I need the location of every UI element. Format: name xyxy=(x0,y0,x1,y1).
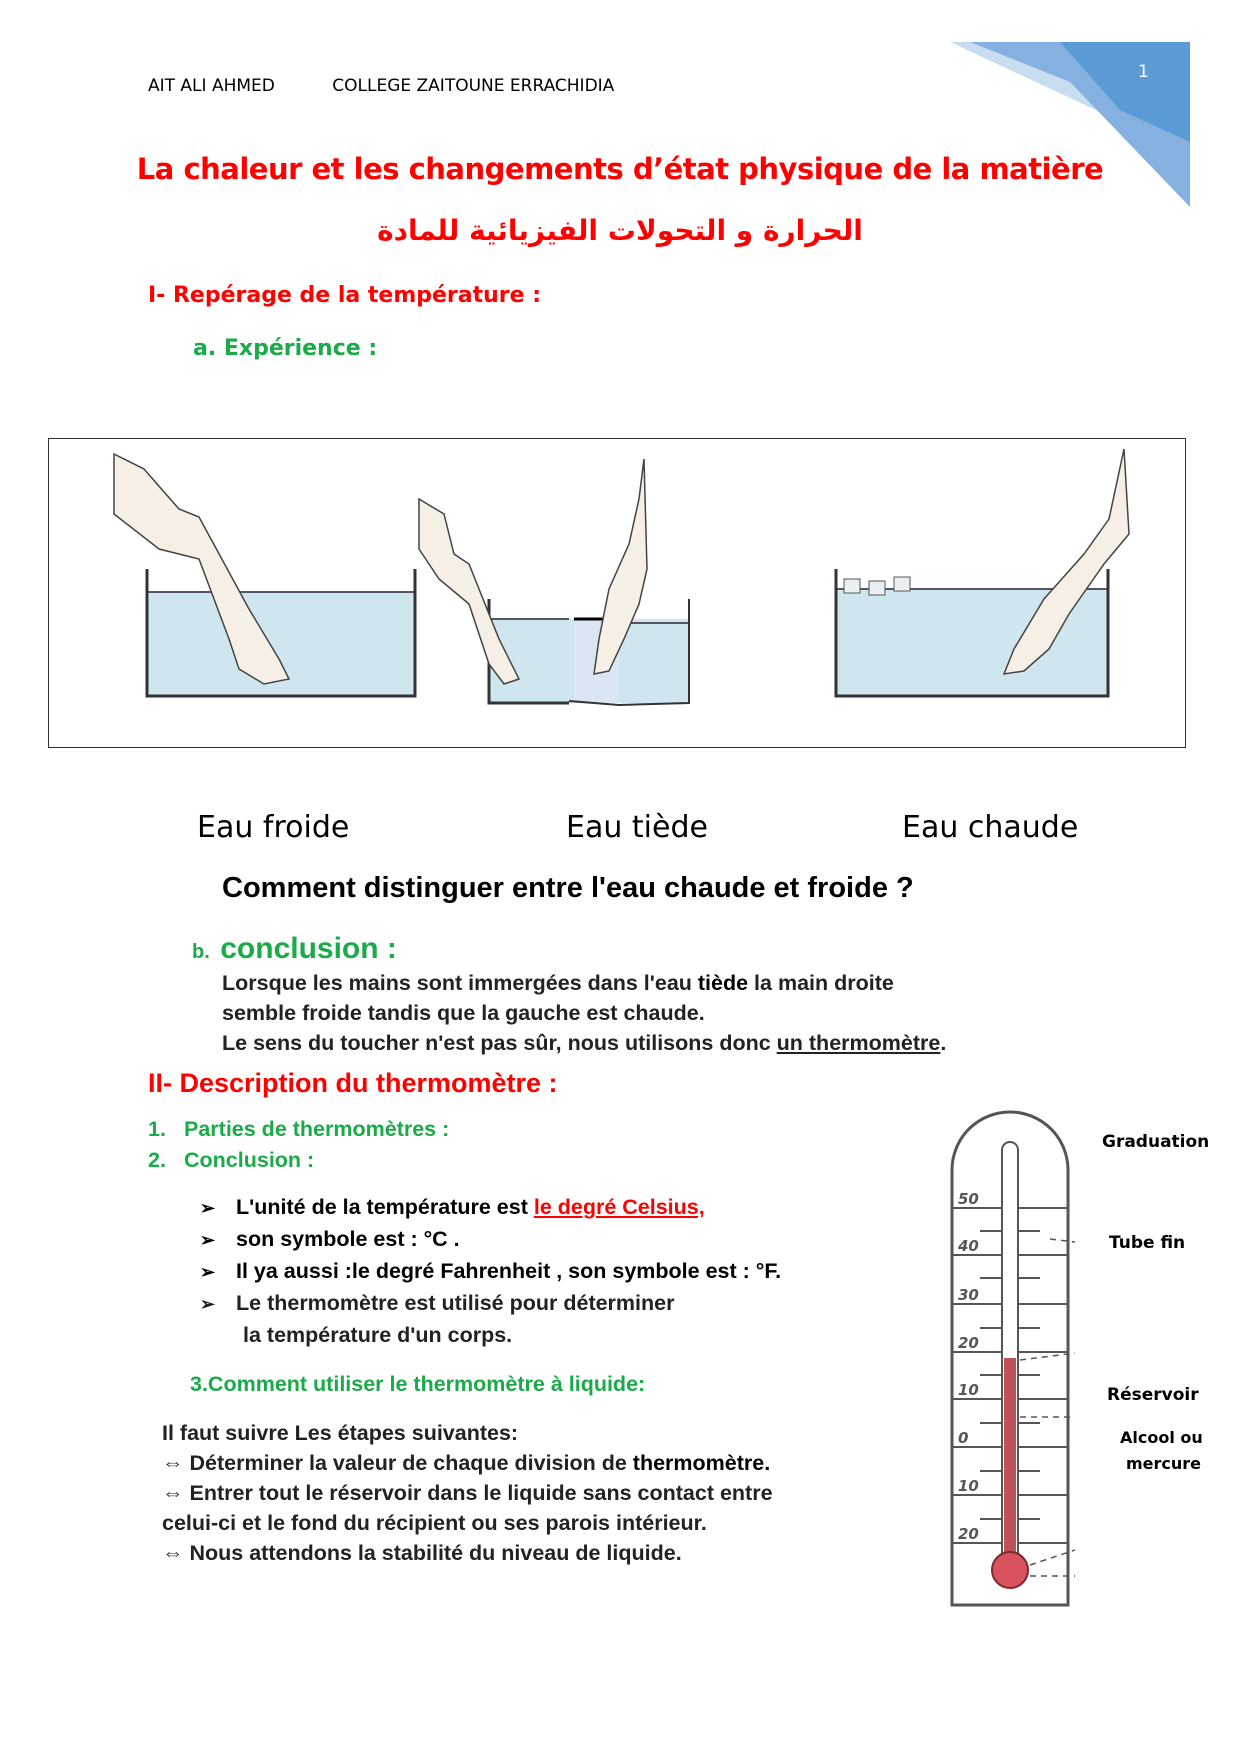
svg-text:50: 50 xyxy=(958,1190,979,1208)
svg-text:10: 10 xyxy=(958,1477,979,1495)
conclusion-paragraph xyxy=(222,968,946,1058)
page-title: La chaleur et les changements d’état physique de la matière xyxy=(136,152,1104,186)
arrow-bullet-icon: ➢ xyxy=(200,1230,216,1250)
bullet-continuation: la température d'un corps. xyxy=(243,1323,513,1347)
section-heading-1: I- Repérage de la température : xyxy=(148,283,542,308)
bullet-item: ➢ Le thermomètre est utilisé pour déterminer xyxy=(200,1288,781,1320)
subheading-item: 1. Parties de thermomètres : xyxy=(148,1117,450,1141)
cold-water-bucket xyxy=(114,454,415,696)
svg-text:20: 20 xyxy=(958,1525,979,1543)
svg-text:40: 40 xyxy=(958,1237,979,1255)
experiment-figure xyxy=(48,438,1186,748)
steps-list xyxy=(162,1418,773,1568)
page-title-arabic: الحرارة و التحولات الفيزيائية للمادة xyxy=(377,214,863,247)
conclusion-text: Le sens du toucher n'est pas sûr, nous utilisons donc xyxy=(222,1031,777,1055)
subheading-item: 2. Conclusion : xyxy=(148,1148,315,1172)
bullet-item: ➢ son symbole est : °C . xyxy=(200,1224,781,1256)
svg-text:20: 20 xyxy=(958,1334,979,1352)
subheading-how-to-use: 3.Comment utiliser le thermomètre à liquide: xyxy=(190,1372,646,1396)
hands-in-water-illustration xyxy=(49,439,1185,747)
label-tube: Tube fin xyxy=(1109,1233,1186,1253)
thermometer-diagram xyxy=(940,1100,1080,1610)
double-arrow-icon: ⇔ xyxy=(162,1541,184,1565)
steps-intro: Il faut suivre Les étapes suivantes: xyxy=(162,1421,519,1445)
bullet-item: ➢ Il ya aussi :le degré Fahrenheit , son symbole est : °F. xyxy=(200,1256,781,1288)
step-item: ⇔ Entrer tout le réservoir dans le liquide sans contact entre xyxy=(162,1481,773,1505)
numbered-subheadings xyxy=(148,1114,449,1176)
author-name: AIT ALI AHMED xyxy=(148,76,275,96)
conclusion-text: Lorsque les mains sont immergées dans l'eau xyxy=(222,971,698,995)
svg-text:0: 0 xyxy=(958,1429,969,1447)
label-liquid-line2: mercure xyxy=(1126,1454,1202,1473)
bullet-list xyxy=(200,1192,781,1351)
step-item: ⇔ Déterminer la valeur de chaque division de thermomètre. xyxy=(162,1451,771,1475)
svg-text:30: 30 xyxy=(958,1286,979,1304)
arrow-bullet-icon: ➢ xyxy=(200,1262,216,1282)
subheading-text: conclusion : xyxy=(220,932,397,965)
arrow-bullet-icon: ➢ xyxy=(200,1294,216,1314)
label-liquid-line1: Alcool ou xyxy=(1120,1428,1203,1447)
subheading-experience: a. Expérience : xyxy=(193,336,378,361)
svg-text:10: 10 xyxy=(958,1381,979,1399)
page-number: 1 xyxy=(1138,62,1149,82)
page-header xyxy=(148,76,666,96)
question-text: Comment distinguer entre l'eau chaude et froide ? xyxy=(222,872,914,904)
conclusion-underlined: un thermomètre xyxy=(776,1031,941,1055)
label-hot-water: Eau chaude xyxy=(902,810,1079,845)
conclusion-text: . xyxy=(940,1031,947,1055)
conclusion-text: la main droite xyxy=(748,971,894,995)
arrow-bullet-icon: ➢ xyxy=(200,1198,216,1218)
corner-decoration xyxy=(950,42,1240,212)
conclusion-highlight: tiède xyxy=(697,971,749,995)
celsius-highlight: le degré Celsius, xyxy=(533,1195,705,1219)
subheading-conclusion xyxy=(192,932,397,966)
subheading-letter: b. xyxy=(192,941,210,963)
step-continuation: celui-ci et le fond du récipient ou ses parois intérieur. xyxy=(162,1511,707,1535)
label-cold-water: Eau froide xyxy=(197,810,350,845)
double-arrow-icon: ⇔ xyxy=(162,1451,184,1475)
label-graduation: Graduation xyxy=(1102,1132,1210,1152)
label-reservoir: Réservoir xyxy=(1107,1385,1199,1405)
label-lukewarm-water: Eau tiède xyxy=(566,810,708,845)
lukewarm-water-bucket xyxy=(419,459,689,705)
double-arrow-icon: ⇔ xyxy=(162,1481,184,1505)
hot-water-bucket xyxy=(836,449,1129,696)
school-name: COLLEGE ZAITOUNE ERRACHIDIA xyxy=(332,76,615,96)
step-item: ⇔ Nous attendons la stabilité du niveau de liquide. xyxy=(162,1541,682,1565)
section-heading-2: II- Description du thermomètre : xyxy=(148,1068,558,1098)
conclusion-text: semble froide tandis que la gauche est chaude. xyxy=(222,1001,705,1025)
bullet-item: ➢ L'unité de la température est le degré Celsius, xyxy=(200,1192,781,1224)
